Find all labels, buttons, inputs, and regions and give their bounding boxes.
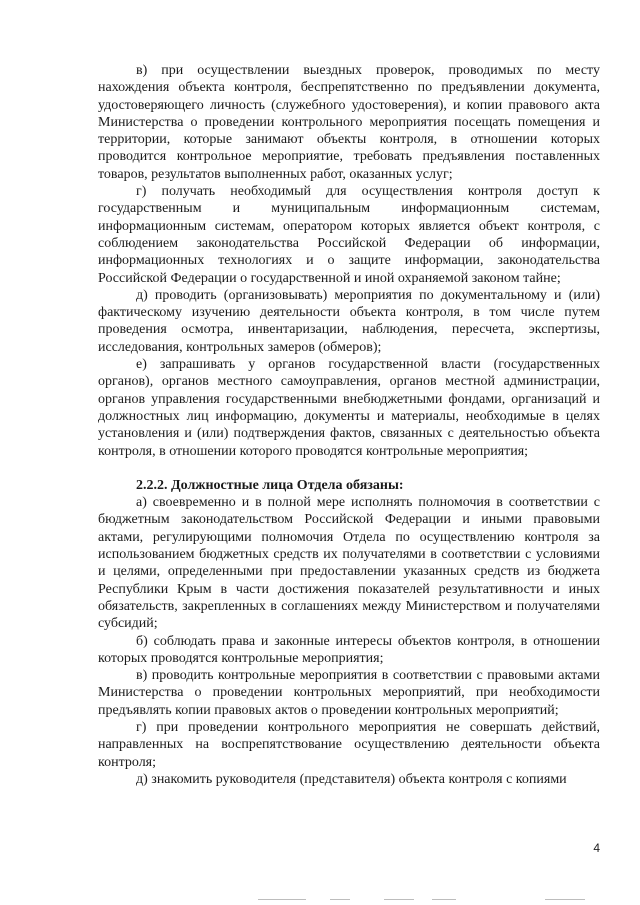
duty-v: в) проводить контрольные мероприятия в соответствии с правовыми актами Министерства о проведении контрольных мероприятий, при необходимости предъявлять копии правовых актов о проведении контрольных мероприятий; — [98, 668, 600, 718]
scan-artifact-dash — [330, 899, 350, 900]
duty-g: г) при проведении контрольного мероприятия не совершать действий, направленных на воспрепятствование осуществлению деятельности объекта контроля; — [98, 719, 600, 770]
paragraph-d: д) проводить (организовывать) мероприятия по документальному и (или) фактическому изучению деятельности объекта контроля, в том числе путем проведения осмотра, инвентаризации, наблюдения, пересчета, экспертизы, исследования, контрольных замеров (обмеров); — [98, 287, 600, 355]
document-body — [98, 62, 600, 788]
paragraph-g: г) получать необходимый для осуществления контроля доступ к государственным и муниципальным информационным системам, информационным системам, оператором которых является объект контроля, с соблюдением законодательства Российской Федерации об информации, информационных технологиях и о защите информации, законодательства Российской Федерации о государственной и иной охраняемой законом тайне; — [98, 184, 600, 286]
duty-d: д) знакомить руководителя (представителя) объекта контроля с копиями — [136, 771, 567, 787]
section-spacer — [98, 460, 600, 477]
scan-artifact-dash — [432, 899, 456, 900]
section-heading: 2.2.2. Должностные лица Отдела обязаны: — [136, 477, 404, 493]
paragraph-v: в) при осуществлении выездных проверок, проводимых по месту нахождения объекта контроля, беспрепятственно по предъявлении документа, удостоверяющего личность (служебного удостоверения), и копии правового акта Министерства о проведении контрольного мероприятия посещать помещения и территории, которые занимают объекты контроля, в отношении которых проводится контрольное мероприятие, требовать предъявления поставленных товаров, результатов выполненных работ, оказанных услуг; — [98, 63, 600, 182]
page-number: 4 — [593, 841, 600, 855]
scan-artifact-dash — [545, 899, 585, 900]
paragraph-e: е) запрашивать у органов государственной власти (государственных органов), органов местного самоуправления, органов местной администрации, органов управления государственными внебюджетными фондами, организаций и должностных лиц информацию, документы и материалы, необходимые в целях установления и (или) подтверждения фактов, связанных с деятельностью объекта контроля, в отношении которого проводятся контрольные мероприятия; — [98, 357, 600, 459]
duty-a: а) своевременно и в полной мере исполнять полномочия в соответствии с бюджетным законодательством Российской Федерации и иными правовыми актами, регулирующими полномочия Отдела по осуществлению контроля за использованием бюджетных средств их получателями в соответствии с условиями и целями, определенными при предоставлении указанных средств из бюджета Республики Крым в части достижения показателей результативности и иных обязательств, закрепленных в соглашениях между Министерством и получателями субсидий; — [98, 495, 600, 632]
scan-artifact-dash — [384, 899, 414, 900]
duty-b: б) соблюдать права и законные интересы объектов контроля, в отношении которых проводятся контрольные мероприятия; — [98, 633, 600, 666]
scan-artifact-dash — [258, 899, 306, 900]
